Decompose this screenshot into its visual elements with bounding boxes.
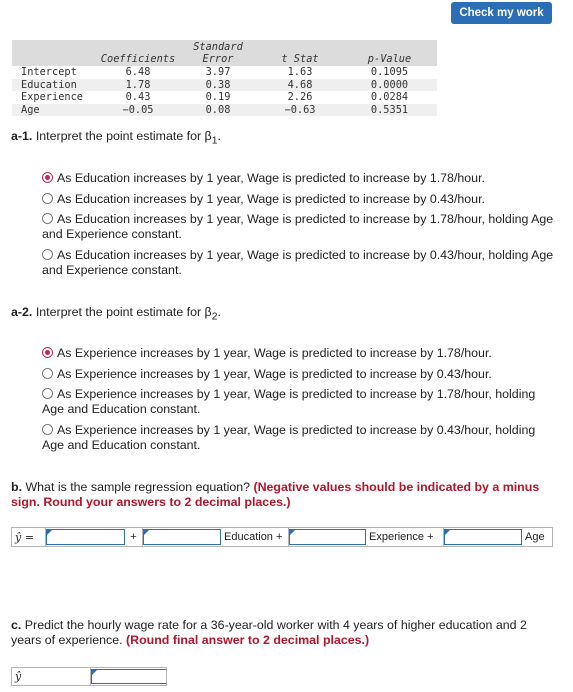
plus-sign: +	[125, 528, 143, 546]
question-b-prompt: b. What is the sample regression equation? (Negative values should be indicated by a minus sign. Round your answers to 2 decimal places.)	[11, 480, 540, 509]
a1-option-3[interactable]: As Education increases by 1 year, Wage is predicted to increase by 1.78/hour, holding Age and Experience constant.	[42, 212, 554, 241]
yhat-label: ŷ =	[12, 528, 46, 546]
a1-option-4[interactable]: As Education increases by 1 year, Wage is predicted to increase by 0.43/hour, holding Age and Experience constant.	[42, 248, 554, 277]
question-a2-prompt: a-2. Interpret the point estimate for $\beta_2$.	[11, 305, 221, 323]
table-header-row	[12, 40, 437, 66]
radio-icon[interactable]	[42, 213, 53, 224]
age-term-label: Age	[525, 531, 545, 543]
table-row: Education 1.78 0.38 4.68 0.0000	[12, 79, 437, 92]
radio-selected-icon[interactable]	[42, 347, 53, 358]
age-coef-input[interactable]	[444, 529, 522, 545]
radio-icon[interactable]	[42, 368, 53, 379]
education-coef-input[interactable]	[143, 529, 221, 545]
education-term-label: Education +	[221, 528, 289, 546]
regression-output-table	[12, 40, 437, 116]
a2-option-2[interactable]: As Experience increases by 1 year, Wage is predicted to increase by 0.43/hour.	[42, 367, 557, 382]
a1-option-1[interactable]: As Education increases by 1 year, Wage is predicted to increase by 1.78/hour.	[42, 171, 557, 186]
experience-coef-input[interactable]	[289, 529, 366, 545]
question-c-prompt: c. Predict the hourly wage rate for a 36-year-old worker with 4 years of higher education and 2 years of experience. (Round final answer to 2 decimal places.)	[11, 618, 527, 647]
predicted-wage-input[interactable]	[91, 669, 166, 684]
header-t-stat: t Stat	[281, 53, 319, 65]
intercept-input[interactable]	[46, 529, 125, 545]
a1-option-2[interactable]: As Education increases by 1 year, Wage is predicted to increase by 0.43/hour.	[42, 192, 557, 207]
header-p-value: p-Value	[367, 53, 412, 65]
yhat-label: ŷ	[12, 668, 91, 685]
radio-icon[interactable]	[42, 424, 53, 435]
a2-option-1[interactable]: As Experience increases by 1 year, Wage is predicted to increase by 1.78/hour.	[42, 346, 557, 361]
table-row: Intercept 6.48 3.97 1.63 0.1095	[12, 66, 437, 79]
table-row: Experience 0.43 0.19 2.26 0.0284	[12, 91, 437, 104]
radio-icon[interactable]	[42, 249, 53, 260]
header-coefficients: Coefficients	[100, 53, 176, 65]
radio-icon[interactable]	[42, 388, 53, 399]
a2-option-3[interactable]: As Experience increases by 1 year, Wage is predicted to increase by 1.78/hour, holding Age and Education constant.	[42, 387, 536, 416]
question-a1-prompt: a-1. Interpret the point estimate for $\beta_1$.	[11, 129, 221, 147]
radio-icon[interactable]	[42, 193, 53, 204]
header-standard-error: Standard Error	[193, 41, 243, 65]
table-row: Age −0.05 0.08 −0.63 0.5351	[12, 104, 437, 117]
radio-selected-icon[interactable]	[42, 172, 53, 183]
regression-equation-row	[11, 527, 553, 547]
prediction-row	[11, 667, 167, 686]
check-my-work-button[interactable]: Check my work	[451, 2, 552, 24]
a2-option-4[interactable]: As Experience increases by 1 year, Wage is predicted to increase by 0.43/hour, holding Age and Education constant.	[42, 423, 536, 452]
experience-term-label: Experience +	[366, 528, 444, 546]
